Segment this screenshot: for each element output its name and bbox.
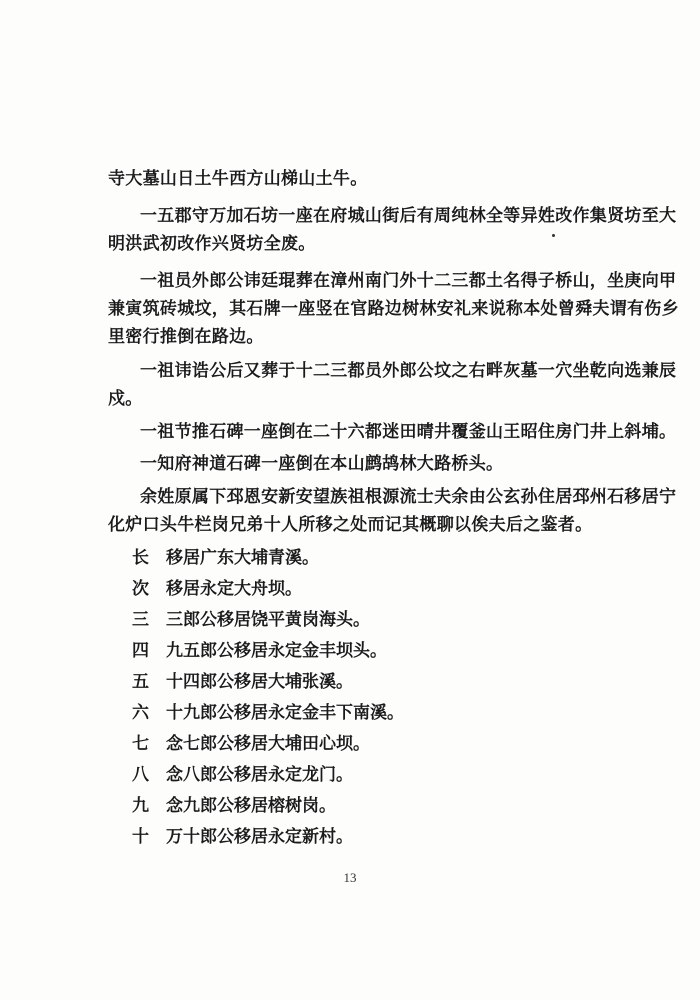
son-entry bbox=[108, 640, 588, 662]
paragraph-line: 一祖讳诰公后又葬于十二三都员外郎公坟之右畔灰墓一穴坐乾向选兼辰 bbox=[140, 361, 677, 381]
son-migration: 念七郎公移居大埔田心坝。 bbox=[166, 734, 370, 754]
paragraph-line: 寺大墓山日土牛西方山梯山土牛。 bbox=[108, 169, 368, 189]
son-migration: 十四郎公移居大埔张溪。 bbox=[166, 672, 353, 692]
son-migration: 移居永定大舟坝。 bbox=[166, 579, 302, 599]
son-entry bbox=[108, 578, 588, 600]
paragraph-line: 余姓原属下邳恩安新安望族祖根源流士夫余由公玄孙住居邳州石移居宁 bbox=[140, 487, 677, 507]
son-migration: 念九郎公移居榕树岗。 bbox=[166, 796, 336, 816]
page-number: 13 bbox=[343, 870, 357, 885]
son-order: 五 bbox=[132, 672, 149, 692]
son-entry bbox=[108, 671, 588, 693]
paragraph-line: 一知府神道石碑一座倒在本山鹧鸪林大路桥头。 bbox=[140, 454, 504, 474]
son-entry bbox=[108, 702, 588, 724]
son-entry bbox=[108, 609, 588, 631]
son-order: 六 bbox=[132, 703, 149, 723]
son-migration: 念八郎公移居永定龙门。 bbox=[166, 765, 353, 785]
paragraph-line: 一祖节推石碑一座倒在二十六都迷田晴井覆釜山王昭住房门井上斜埔。 bbox=[140, 422, 677, 442]
son-order: 四 bbox=[132, 641, 149, 661]
paragraph-line: 一五郡守万加石坊一座在府城山街后有周纯林全等异姓改作集贤坊至大 bbox=[140, 206, 677, 226]
son-migration: 十九郎公移居永定金丰下南溪。 bbox=[166, 703, 404, 723]
son-migration: 三郎公移居饶平黄岗海头。 bbox=[166, 610, 370, 630]
son-order: 七 bbox=[132, 734, 149, 754]
son-order: 八 bbox=[132, 765, 149, 785]
paragraph-line: 化炉口头牛栏岗兄弟十人所移之处而记其概聊以俟夫后之鉴者。 bbox=[108, 515, 593, 535]
paragraph-line: 明洪武初改作兴贤坊全废。 bbox=[108, 234, 316, 254]
paragraph-line: 里密行推倒在路边。 bbox=[108, 327, 264, 347]
son-order: 次 bbox=[132, 579, 149, 599]
scan-speck bbox=[552, 234, 555, 237]
son-entry bbox=[108, 826, 588, 848]
son-entry bbox=[108, 795, 588, 817]
son-entry bbox=[108, 547, 588, 569]
son-entry bbox=[108, 764, 588, 786]
son-order: 三 bbox=[132, 610, 149, 630]
son-entry bbox=[108, 733, 588, 755]
son-migration: 九五郎公移居永定金丰坝头。 bbox=[166, 641, 387, 661]
paragraph-line: 兼寅筑砖城坟，其石牌一座竖在官路边树林安礼来说称本处曾舜夫谓有伤乡 bbox=[108, 299, 679, 319]
paragraph-line: 戍。 bbox=[108, 389, 143, 409]
son-migration: 万十郎公移居永定新村。 bbox=[166, 827, 353, 847]
paragraph-line: 一祖员外郎公讳廷琨葬在漳州南门外十二三都土名得子桥山，坐庚向甲 bbox=[140, 271, 677, 291]
son-order: 长 bbox=[132, 548, 149, 568]
son-order: 十 bbox=[132, 827, 149, 847]
son-migration: 移居广东大埔青溪。 bbox=[166, 548, 319, 568]
son-order: 九 bbox=[132, 796, 149, 816]
